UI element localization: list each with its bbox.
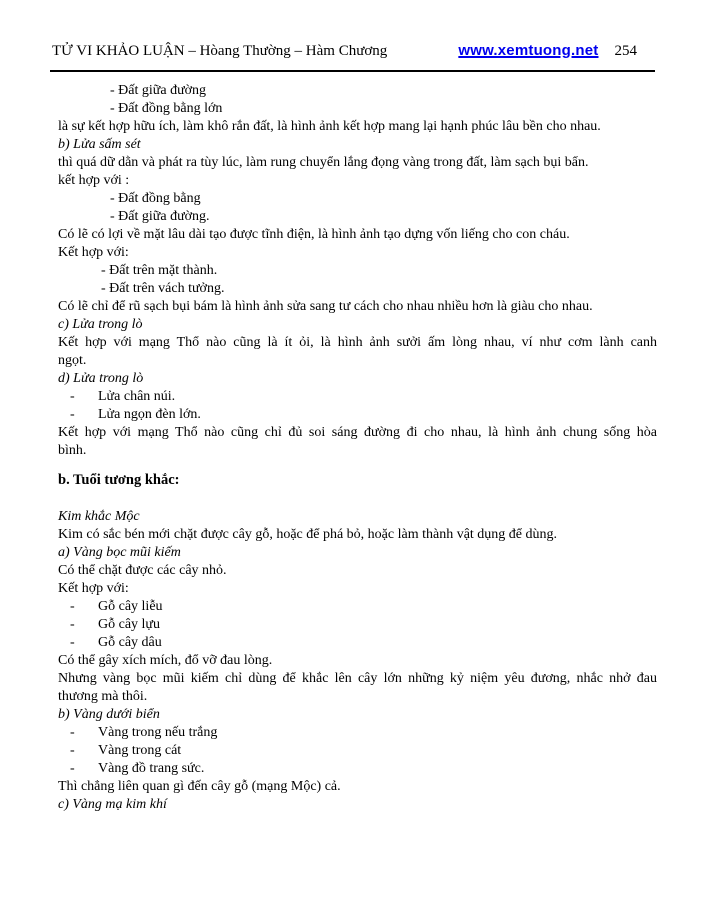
list-item [58,616,657,634]
paragraph-line: Nhưng vàng bọc mũi kiếm chỉ dùng để khắc lên cây lớn những kỷ niệm yêu đương, nhắc nhở đau [58,671,657,686]
list-item-text: Vàng đồ trang sức. [98,761,205,776]
subsection-label: Kim khắc Mộc [58,509,140,524]
subsection-label: b) Lửa sấm sét [58,137,141,152]
list-item [58,388,657,406]
paragraph-line: Có lẽ chỉ để rũ sạch bụi bám là hình ảnh sửa sang tư cách cho nhau nhiều hơn là giàu cho nhau. [58,299,593,314]
list-item [58,760,657,778]
paragraph-line: Kết hợp với mạng Thổ nào cũng chỉ đủ soi sáng đường đi cho nhau, là hình ảnh chung sống hòa [58,425,657,440]
subsection-label: c) Lửa trong lò [58,317,143,332]
list-item [58,742,657,760]
indented-item: - Đất trên vách tưởng. [101,281,225,296]
page-number: 254 [614,43,637,59]
paragraph-line: Có lẽ có lợi về mặt lâu dài tạo được tĩnh điện, là hình ảnh tạo dựng vốn liếng cho con cháu. [58,227,570,242]
paragraph-line: thương mà thôi. [58,689,148,704]
paragraph-line: kết hợp với : [58,173,130,188]
list-dash: - [70,743,75,758]
section-heading: b. Tuổi tương khắc: [58,472,180,488]
page-header [50,42,655,60]
list-item [58,406,657,424]
list-dash: - [70,407,75,422]
list-item [58,724,657,742]
paragraph-line: Kết hợp với mạng Thổ nào cũng là ít ỏi, là hình ảnh sưởi ấm lòng nhau, ví như cơm lành canh [58,335,657,350]
list-item [58,598,657,616]
website-link[interactable]: www.xemtuong.net [458,42,599,59]
list-item [58,634,657,652]
indented-item: - Đất giữa đường. [110,209,210,224]
indented-item: - Đất đồng bằng lớn [110,101,223,116]
list-dash: - [70,389,75,404]
document-title: TỬ VI KHẢO LUẬN – Hòang Thường – Hàm Chương [52,43,388,59]
subsection-label: b) Vàng dưới biển [58,707,160,722]
subsection-label: a) Vàng bọc mũi kiếm [58,545,181,560]
subsection-label: d) Lửa trong lò [58,371,144,386]
list-item-text: Gỗ cây dâu [98,635,162,650]
list-item-text: Vàng trong cát [98,743,182,758]
paragraph-line: Có thể chặt được các cây nhỏ. [58,563,227,578]
paragraph-line: Thì chẳng liên quan gì đến cây gỗ (mạng Mộc) cả. [58,779,341,794]
list-dash: - [70,599,75,614]
list-item-text: Gỗ cây lựu [98,617,161,632]
document-body [58,82,657,814]
list-dash: - [70,725,75,740]
indented-item: - Đất giữa đường [110,83,207,98]
indented-item: - Đất đồng bằng [110,191,201,206]
paragraph-line: là sự kết hợp hữu ích, làm khô rắn đất, là hình ảnh kết hợp mang lại hạnh phúc lâu bền cho nhau. [58,119,601,134]
indented-item: - Đất trên mặt thành. [101,263,218,278]
header-right-group [458,42,655,60]
paragraph-line: Có thể gây xích mích, đổ vỡ đau lòng. [58,653,273,668]
paragraph-line: thì quá dữ dằn và phát ra tùy lúc, làm rung chuyển lắng đọng vàng trong đất, làm sạch bụi bẩn. [58,155,589,170]
paragraph-line: Kết hợp với: [58,245,129,260]
list-dash: - [70,617,75,632]
list-item-text: Lửa chân núi. [98,389,176,404]
list-dash: - [70,761,75,776]
paragraph-line: Kết hợp với: [58,581,129,596]
subsection-label: c) Vàng mạ kim khí [58,797,167,812]
list-item-text: Lửa ngọn đèn lớn. [98,407,201,422]
list-item-text: Gỗ cây liễu [98,599,163,614]
paragraph-line: bình. [58,443,87,458]
list-dash: - [70,635,75,650]
header-divider [50,70,655,72]
paragraph-line: Kim có sắc bén mới chặt được cây gỗ, hoặc để phá bỏ, hoặc làm thành vật dụng để dùng. [58,527,558,542]
list-item-text: Vàng trong nếu trắng [98,725,218,740]
paragraph-line: ngọt. [58,353,87,368]
